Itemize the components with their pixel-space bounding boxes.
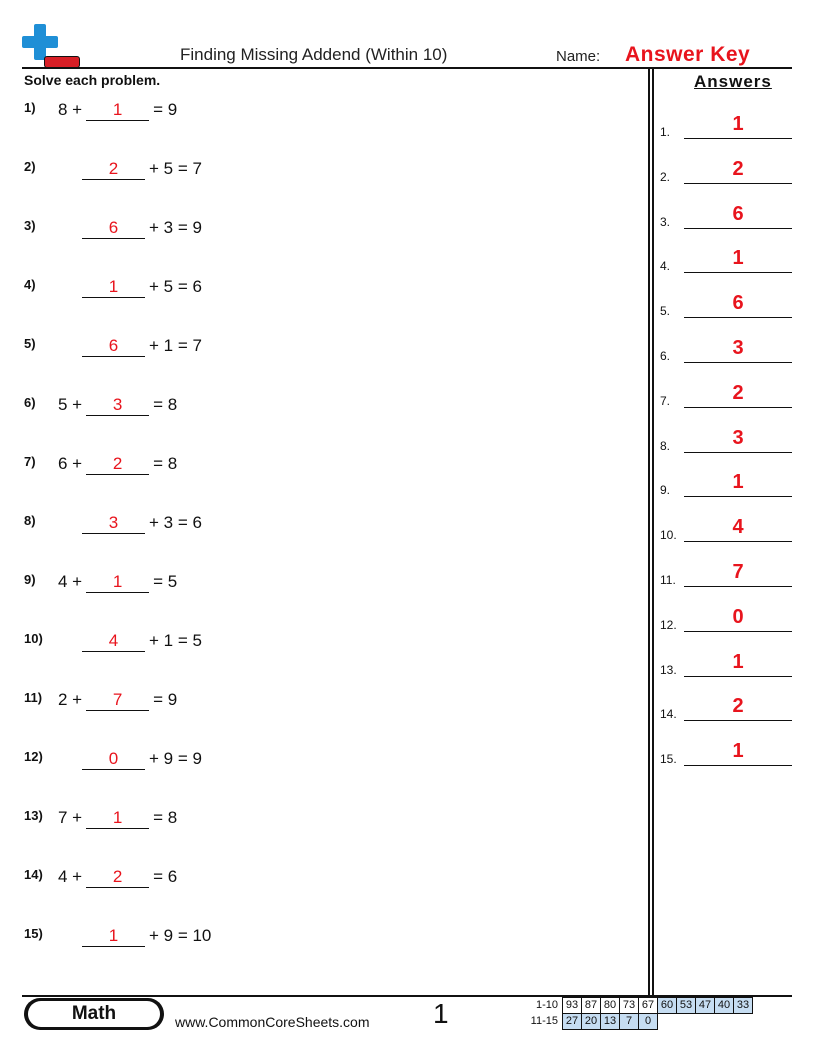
answer-key-label: Answer Key [625, 43, 751, 66]
answer-blank[interactable]: 1 [86, 808, 149, 829]
problem-equation [58, 395, 177, 416]
equation-text: 2 + [58, 690, 83, 709]
problem-equation [58, 277, 202, 298]
answer-value[interactable]: 4 [684, 517, 792, 542]
equation-text: 7 + [58, 808, 83, 827]
score-table [526, 997, 753, 1030]
answer-number: 13. [660, 663, 677, 677]
problem-equation [58, 690, 177, 711]
problem-equation [58, 749, 202, 770]
score-row [526, 1014, 753, 1030]
answer-number: 10. [660, 528, 677, 542]
score-cell: 0 [639, 1014, 658, 1030]
answer-number: 5. [660, 304, 671, 318]
answer-row [660, 115, 792, 139]
equation-text: = 9 [153, 100, 178, 119]
answer-value[interactable]: 6 [684, 293, 792, 318]
score-cell: 53 [677, 998, 696, 1014]
problem-number: 1) [24, 100, 36, 115]
answer-row [660, 518, 792, 542]
equation-text: + 1 = 7 [149, 336, 202, 355]
answer-number: 2. [660, 170, 671, 184]
answer-row [660, 294, 792, 318]
equation-text: + 3 = 6 [149, 513, 202, 532]
score-cell: 80 [601, 998, 620, 1014]
score-cell: 13 [601, 1014, 620, 1030]
answer-row [660, 429, 792, 453]
problem-equation [58, 631, 202, 652]
answer-blank[interactable]: 2 [86, 867, 149, 888]
score-cell: 20 [582, 1014, 601, 1030]
problem-equation [58, 100, 177, 121]
answer-blank[interactable]: 6 [82, 336, 145, 357]
answer-number: 12. [660, 618, 677, 632]
answer-row [660, 249, 792, 273]
answer-number: 4. [660, 259, 671, 273]
problem-number: 6) [24, 395, 36, 410]
instructions: Solve each problem. [24, 72, 161, 88]
answer-value[interactable]: 1 [684, 248, 792, 273]
problem-number: 8) [24, 513, 36, 528]
answer-number: 9. [660, 483, 671, 497]
equation-text: 8 + [58, 100, 83, 119]
score-range-label: 1-10 [535, 999, 558, 1011]
answer-value[interactable]: 1 [684, 741, 792, 766]
equation-text: + 5 = 6 [149, 277, 202, 296]
problem-number: 7) [24, 454, 36, 469]
answer-blank[interactable]: 3 [86, 395, 149, 416]
answer-row [660, 384, 792, 408]
logo-icon [22, 22, 80, 68]
answer-blank[interactable]: 1 [82, 277, 145, 298]
equation-text: + 9 = 10 [149, 926, 212, 945]
score-cell: 73 [620, 998, 639, 1014]
answer-row [660, 608, 792, 632]
problem-equation [58, 159, 202, 180]
equation-text: = 9 [153, 690, 178, 709]
equation-text: = 8 [153, 395, 178, 414]
site-url: www.CommonCoreSheets.com [175, 1014, 370, 1030]
answer-value[interactable]: 1 [684, 652, 792, 677]
answer-blank[interactable]: 3 [82, 513, 145, 534]
problem-equation [58, 867, 177, 888]
page-number: 1 [433, 998, 449, 1029]
score-cell: 40 [715, 998, 734, 1014]
answer-number: 15. [660, 752, 677, 766]
answer-row [660, 697, 792, 721]
score-cell: 60 [658, 998, 677, 1014]
score-cell: 93 [563, 998, 582, 1014]
answer-blank[interactable]: 1 [86, 572, 149, 593]
answer-blank[interactable]: 1 [86, 100, 149, 121]
score-cell: 27 [563, 1014, 582, 1030]
answer-value[interactable]: 2 [684, 696, 792, 721]
answer-number: 7. [660, 394, 671, 408]
problem-number: 5) [24, 336, 36, 351]
problem-equation [58, 513, 202, 534]
equation-text: + 1 = 5 [149, 631, 202, 650]
problem-equation [58, 572, 177, 593]
problem-equation [58, 218, 202, 239]
equation-text: = 8 [153, 808, 178, 827]
score-row [526, 998, 753, 1014]
problem-number: 2) [24, 159, 36, 174]
equation-text: + 3 = 9 [149, 218, 202, 237]
equation-text: + 5 = 7 [149, 159, 202, 178]
subject-label: Math [28, 1001, 160, 1027]
problem-number: 3) [24, 218, 36, 233]
answer-row [660, 205, 792, 229]
problem-number: 10) [24, 631, 43, 646]
answer-row [660, 653, 792, 677]
answer-number: 14. [660, 707, 677, 721]
problem-equation [58, 454, 177, 475]
answer-value[interactable]: 2 [684, 159, 792, 184]
score-cell: 33 [734, 998, 753, 1014]
answer-row [660, 563, 792, 587]
problem-number: 15) [24, 926, 43, 941]
equation-text: 6 + [58, 454, 83, 473]
answer-row [660, 473, 792, 497]
answer-blank[interactable]: 2 [82, 159, 145, 180]
problem-number: 11) [24, 690, 43, 705]
answer-value[interactable]: 7 [684, 562, 792, 587]
score-cell: 87 [582, 998, 601, 1014]
answer-blank[interactable]: 2 [86, 454, 149, 475]
problem-equation [58, 336, 202, 357]
equation-text: + 9 = 9 [149, 749, 202, 768]
answer-blank[interactable]: 7 [86, 690, 149, 711]
answer-blank[interactable]: 0 [82, 749, 145, 770]
equation-text: 5 + [58, 395, 83, 414]
score-cell: 67 [639, 998, 658, 1014]
answer-number: 1. [660, 125, 671, 139]
equation-text: = 6 [153, 867, 178, 886]
equation-text: 4 + [58, 572, 83, 591]
column-divider [652, 67, 654, 995]
answer-row [660, 742, 792, 766]
answer-blank[interactable]: 4 [82, 631, 145, 652]
score-cell: 47 [696, 998, 715, 1014]
answer-number: 11. [660, 573, 676, 587]
answer-number: 8. [660, 439, 671, 453]
answer-row [660, 339, 792, 363]
problem-number: 4) [24, 277, 36, 292]
score-range-label: 11-15 [530, 1015, 558, 1027]
equation-text: = 8 [153, 454, 178, 473]
column-divider [648, 67, 650, 995]
problem-number: 12) [24, 749, 43, 764]
score-cell: 7 [620, 1014, 639, 1030]
header-divider [22, 67, 792, 69]
answer-blank[interactable]: 6 [82, 218, 145, 239]
answer-value[interactable]: 1 [684, 114, 792, 139]
problem-number: 14) [24, 867, 43, 882]
answer-value[interactable]: 1 [684, 472, 792, 497]
equation-text: 4 + [58, 867, 83, 886]
answer-value[interactable]: 3 [684, 338, 792, 363]
answer-blank[interactable]: 1 [82, 926, 145, 947]
problem-number: 9) [24, 572, 36, 587]
name-label: Name: [556, 48, 601, 65]
answer-value[interactable]: 0 [684, 607, 792, 632]
answer-value[interactable]: 6 [684, 204, 792, 229]
answer-row [660, 160, 792, 184]
equation-text: = 5 [153, 572, 178, 591]
answer-number: 6. [660, 349, 671, 363]
answer-number: 3. [660, 215, 671, 229]
problem-equation [58, 926, 211, 947]
answer-value[interactable]: 2 [684, 383, 792, 408]
answer-value[interactable]: 3 [684, 428, 792, 453]
problem-equation [58, 808, 177, 829]
problem-number: 13) [24, 808, 43, 823]
answers-heading: Answers [694, 72, 772, 91]
worksheet-title: Finding Missing Addend (Within 10) [180, 45, 448, 64]
